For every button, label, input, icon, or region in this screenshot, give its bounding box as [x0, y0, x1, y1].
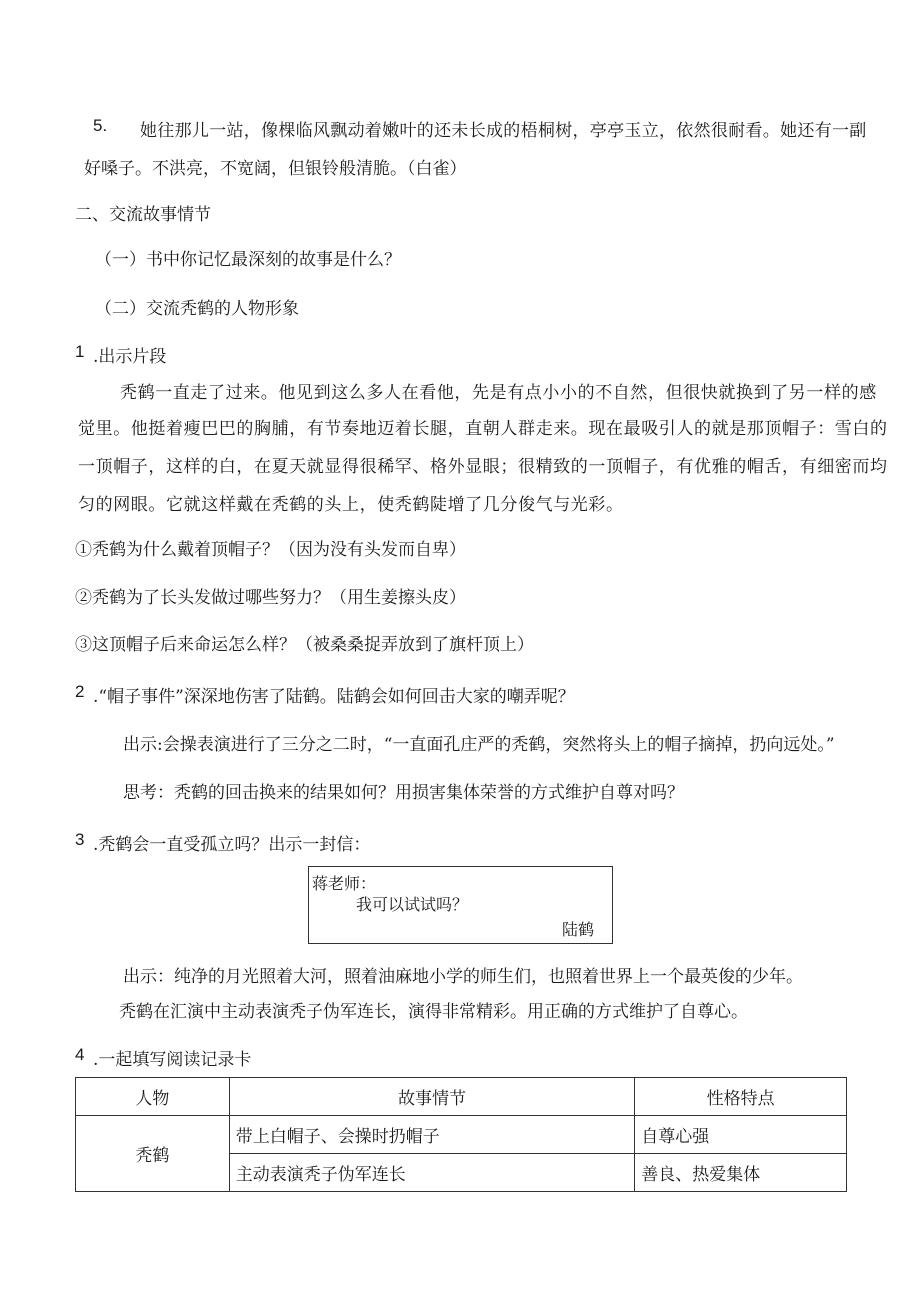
point-4-number: 4 — [75, 1045, 85, 1064]
header-person: 人物 — [76, 1078, 230, 1116]
point-3-title: .秃鹤会一直受孤立吗？出示一封信： — [93, 835, 371, 855]
point-1-title: .出示片段 — [93, 347, 167, 367]
item-5-line-2: 好嗓子。不洪亮，不宽阔，但银铃般清脆。（白雀） — [84, 159, 467, 179]
cell-plot: 带上白帽子、会操时扔帽子 — [229, 1116, 634, 1154]
reading-record-table — [75, 1077, 847, 1192]
letter-salutation: 蒋老师： — [312, 874, 377, 893]
question-1: ①秃鹤为什么戴着顶帽子？（因为没有头发而自卑） — [75, 540, 466, 560]
header-plot: 故事情节 — [229, 1078, 634, 1116]
point-4-title: .一起填写阅读记录卡 — [93, 1050, 252, 1070]
point-3-number: 3 — [75, 830, 85, 849]
table-row — [76, 1116, 847, 1154]
point-3-show: 出示：纯净的月光照着大河，照着油麻地小学的师生们，也照着世界上一个最英俊的少年。 — [123, 967, 803, 987]
question-2: ②秃鹤为了长头发做过哪些努力？（用生姜擦头皮） — [75, 588, 466, 608]
point-2-number: 2 — [75, 682, 85, 701]
letter-box — [308, 866, 613, 944]
header-trait: 性格特点 — [635, 1078, 847, 1116]
letter-signature: 陆鹤 — [562, 920, 595, 939]
item-5-number: 5. — [93, 116, 108, 135]
question-3: ③这顶帽子后来命运怎么样？（被桑桑捉弄放到了旗杆顶上） — [75, 635, 534, 655]
point-2-show: 出示:会操表演进行了三分之二时，“一直面孔庄严的秃鹤，突然将头上的帽子摘掉，扔向远处。” — [123, 735, 835, 755]
cell-trait: 自尊心强 — [635, 1116, 847, 1154]
table-header-row — [76, 1078, 847, 1116]
point-2-think: 思考：秃鹤的回击换来的结果如何？用损害集体荣誉的方式维护自尊对吗？ — [123, 783, 684, 803]
excerpt-line: 觉里。他挺着瘦巴巴的胸脯，有节奏地迈着长腿，直朝人群走来。现在最吸引人的就是那顶帽子：雪白的 — [78, 419, 888, 439]
section-2-sub-2: （二）交流秃鹤的人物形象 — [95, 299, 299, 319]
excerpt-line: 匀的网眼。它就这样戴在秃鹤的头上，使秃鹤陡增了几分俊气与光彩。 — [78, 495, 624, 515]
point-2-title: .“帽子事件”深深地伤害了陆鹤。陆鹤会如何回击大家的嘲弄呢？ — [93, 687, 575, 707]
point-1-number: 1 — [75, 342, 85, 361]
excerpt-line: 一顶帽子，这样的白，在夏天就显得很稀罕、格外显眼；很精致的一顶帽子，有优雅的帽舌，有细密而均 — [78, 457, 888, 477]
item-5-line-1: 她往那儿一站，像棵临风飘动着嫩叶的还未长成的梧桐树，亭亭玉立，依然很耐看。她还有一副 — [140, 121, 867, 141]
section-2-sub-1: （一）书中你记忆最深刻的故事是什么？ — [95, 250, 401, 270]
excerpt-line: 秃鹤一直走了过来。他见到这么多人在看他，先是有点小小的不自然，但很快就换到了另一样的感 — [120, 383, 877, 403]
cell-plot: 主动表演秃子伪军连长 — [229, 1154, 634, 1192]
cell-trait: 善良、热爱集体 — [635, 1154, 847, 1192]
cell-person: 秃鹤 — [76, 1116, 230, 1192]
point-3-summary: 秃鹤在汇演中主动表演秃子伪军连长，演得非常精彩。用正确的方式维护了自尊心。 — [119, 1002, 748, 1022]
letter-body: 我可以试试吗？ — [356, 895, 469, 914]
section-2-title: 二、交流故事情节 — [75, 205, 211, 225]
